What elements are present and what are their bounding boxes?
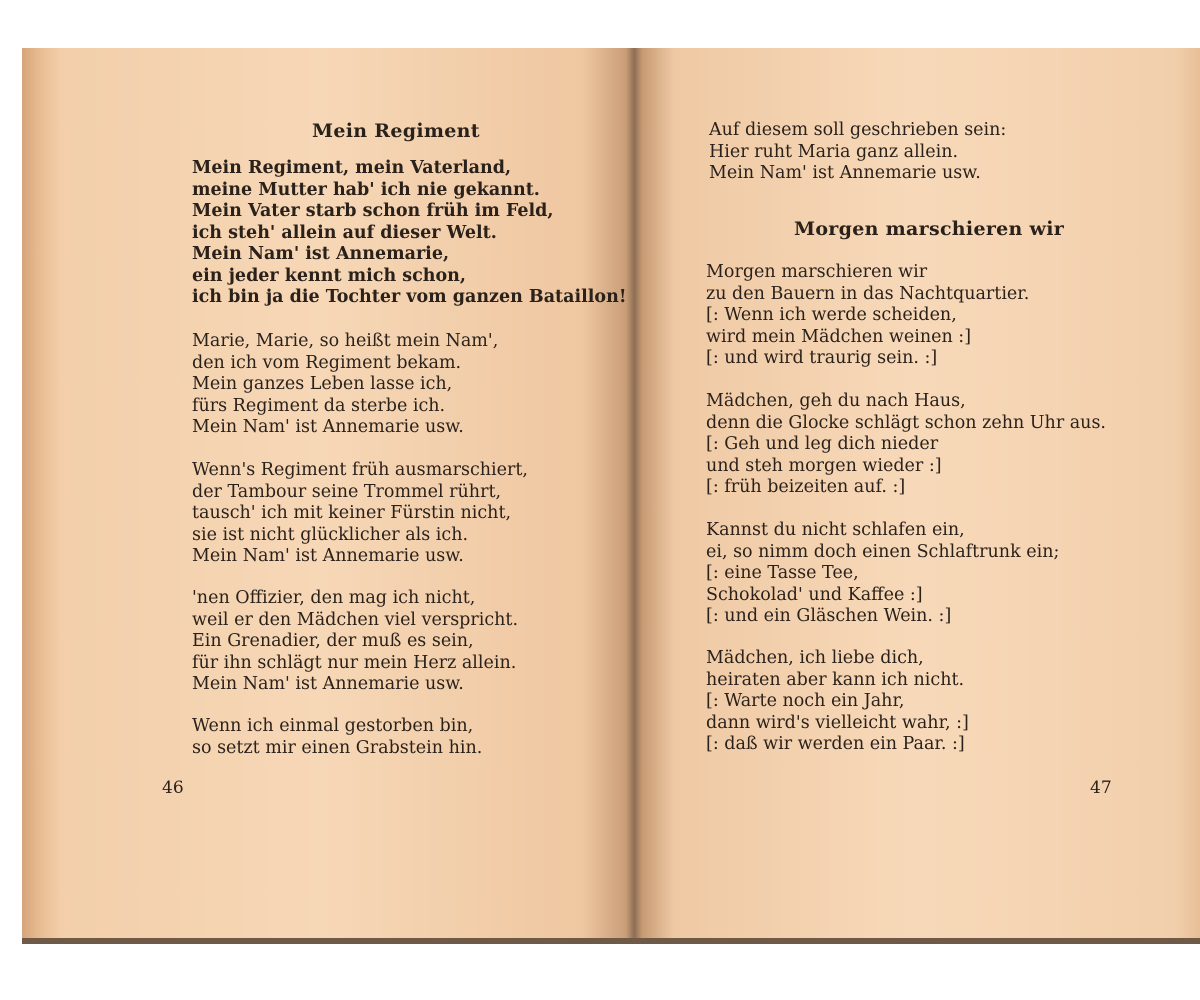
verse-line: [: eine Tasse Tee, [706,563,859,583]
verse-line: [: Wenn ich werde scheiden, [706,305,957,325]
verse-line: so setzt mir einen Grabstein hin. [192,737,483,758]
verse-line: sie ist nicht glücklicher als ich. [192,524,469,545]
verse-line: Mein ganzes Leben lasse ich, [192,374,453,394]
verse-line: Mein Nam' ist Annemarie usw. [192,546,464,566]
verse-line: für ihn schlägt nur mein Herz allein. [192,652,517,673]
verse-line: Marie, Marie, so heißt mein Nam', [192,331,499,351]
stanza-4 [192,588,518,696]
verse-line: Mädchen, geh du nach Haus, [706,391,966,411]
stanza-5 [192,716,482,759]
page-number-left: 46 [162,778,184,798]
verse-line: dann wird's vielleicht wahr, :] [706,712,969,733]
right-page [634,48,1200,944]
stanza-4 [706,648,969,756]
verse-line: [: früh beizeiten auf. :] [706,477,906,497]
verse-line: wird mein Mädchen weinen :] [706,326,972,347]
left-page [22,48,634,944]
verse-line: Wenn ich einmal gestorben bin, [192,716,474,736]
verse-line: denn die Glocke schlägt schon zehn Uhr aus. [706,412,1106,433]
continuation-stanza [709,120,1006,185]
verse-line: Hier ruht Maria ganz allein. [709,141,959,162]
verse-line: den ich vom Regiment bekam. [192,352,462,373]
verse-line: Wenn's Regiment früh ausmarschiert, [192,460,528,480]
stanza-2 [192,331,498,439]
verse-line: tausch' ich mit keiner Fürstin nicht, [192,503,512,523]
verse-line: Schokolad' und Kaffee :] [706,584,923,605]
verse-line: ich steh' allein auf dieser Welt. [192,222,497,243]
verse-line: Mädchen, ich liebe dich, [706,648,924,668]
stanza-1 [706,262,1029,370]
verse-line: [: und wird traurig sein. :] [706,348,938,368]
verse-line: meine Mutter hab' ich nie gekannt. [192,179,540,200]
verse-line: [: Warte noch ein Jahr, [706,691,905,711]
verse-line: Mein Nam' ist Annemarie usw. [192,674,464,694]
song-title-morgen-marschieren-wir: Morgen marschieren wir [794,218,1065,240]
verse-line: [: Geh und leg dich nieder [706,434,939,454]
verse-line: weil er den Mädchen viel verspricht. [192,609,519,630]
verse-line: Mein Vater starb schon früh im Feld, [192,201,554,221]
verse-line: Kannst du nicht schlafen ein, [706,520,965,540]
stanza-3 [706,520,1059,628]
verse-line: zu den Bauern in das Nachtquartier. [706,283,1030,304]
verse-line: [: daß wir werden ein Paar. :] [706,734,965,754]
verse-line: Mein Nam' ist Annemarie usw. [192,417,464,437]
verse-line: Ein Grenadier, der muß es sein, [192,631,474,651]
song-title-mein-regiment: Mein Regiment [312,120,480,142]
book-bottom-edge [22,938,1200,944]
verse-line: Mein Regiment, mein Vaterland, [192,158,512,178]
verse-line: heiraten aber kann ich nicht. [706,669,965,690]
verse-line: fürs Regiment da sterbe ich. [192,395,446,416]
verse-line: [: und ein Gläschen Wein. :] [706,606,952,626]
stanza-1 [192,158,627,309]
verse-line: Mein Nam' ist Annemarie usw. [709,163,981,183]
stanza-3 [192,460,528,568]
verse-line: 'nen Offizier, den mag ich nicht, [192,588,476,608]
verse-line: Auf diesem soll geschrieben sein: [709,120,1007,140]
verse-line: ich bin ja die Tochter vom ganzen Bataillon! [192,287,627,307]
open-book [22,48,1200,944]
verse-line: und steh morgen wieder :] [706,455,942,476]
verse-line: ein jeder kennt mich schon, [192,265,466,286]
stanza-2 [706,391,1106,499]
verse-line: der Tambour seine Trommel rührt, [192,481,502,502]
verse-line: ei, so nimm doch einen Schlaftrunk ein; [706,541,1060,562]
verse-line: Morgen marschieren wir [706,262,928,282]
page-number-right: 47 [1090,778,1112,798]
verse-line: Mein Nam' ist Annemarie, [192,244,450,264]
